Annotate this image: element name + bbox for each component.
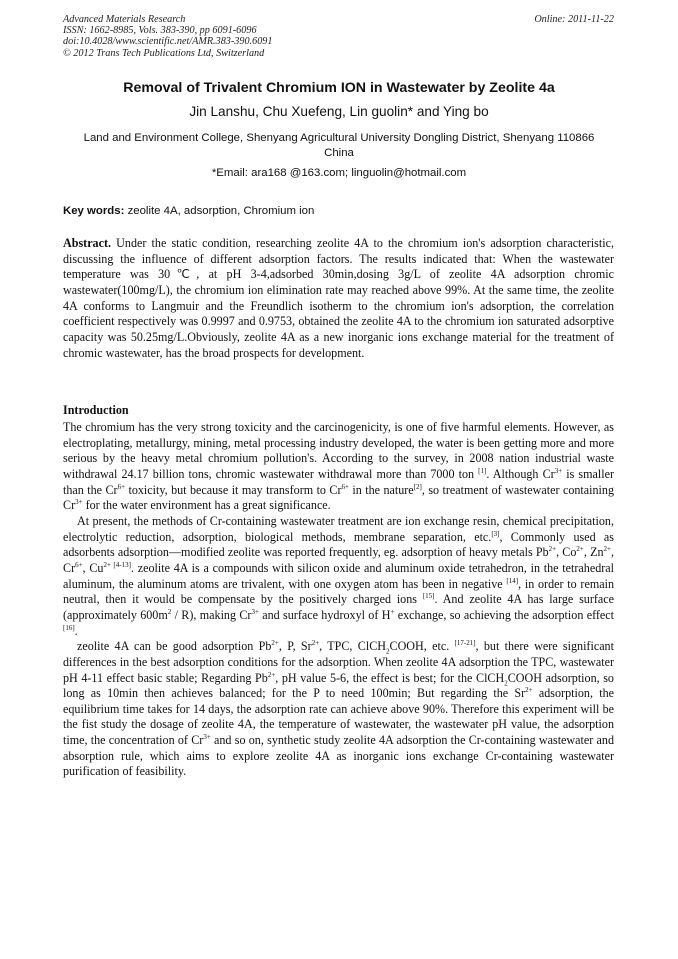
journal-issn: ISSN: 1662-8985, Vols. 383-390, pp 6091-6096 — [63, 25, 257, 37]
abstract-text: Under the static condition, researching zeolite 4A to the chromium ion's adsorption characteristic, discussing the influence of different adsorption factors. The results indicated that: When the wastewater temperature was 30℃, at pH 3-4,adsorbed 30min,dosing 3g/L of zeolite 4A adsorption chromic wastewater(100mg/L), the chromium ion elimination rate may reached above 99%. At the same time, the zeolite 4A conforms to Langmuir and the Freundlich isotherm to the chromium ion's adsorption, the correlation coefficient respectively was 0.9997 and 0.9753, obtained the zeolite 4A to the chromium ion saturated adsorptive capacity was 50.25mg/L.Obviously, zeolite 4A as a new inorganic ions exchange material for the treatment of chromic wastewater, has the broad prospects for development. — [63, 236, 614, 360]
paper-authors: Jin Lanshu, Chu Xuefeng, Lin guolin* and Ying bo — [189, 104, 489, 119]
journal-doi: doi:10.4028/www.scientific.net/AMR.383-390.6091 — [63, 36, 273, 48]
introduction-body — [63, 420, 614, 780]
paper-affiliation: Land and Environment College, Shenyang Agricultural University Dongling District, Shenyang 110866 China — [83, 132, 595, 159]
abstract-label: Abstract. — [63, 236, 112, 250]
keywords-label: Key words: — [63, 205, 125, 217]
paper-email: *Email: ara168 @163.com; linguolin@hotmail.com — [211, 167, 467, 179]
journal-name: Advanced Materials Research — [63, 14, 186, 25]
paper-title: Removal of Trivalent Chromium ION in Wastewater by Zeolite 4a — [123, 80, 555, 96]
journal-copyright: © 2012 Trans Tech Publications Ltd, Switzerland — [63, 47, 265, 59]
introduction-heading: Introduction — [63, 403, 129, 417]
intro-paragraph-2: At present, the methods of Cr-containing wastewater treatment are ion exchange resin, chemical precipitation, electrolytic reduction, adsorption, biological methods, membrane separation, etc.[3], Commonly used as adsorbents adsorption—modified zeolite was reported frequently, eg. adsorption of heavy metals $Pb^{2+}$, $Co^{2+}$, $Zn^{2+}$, $Cr^{6+}$, $Cu^{2+}$ [4-13]. zeolite 4A is a compounds with silicon oxide and aluminum oxide tetrahedron, in the tetrahedral aluminum, the aluminum atoms are trivalent, with one oxygen atom has been in negative [14], in order to remain neutral, then it would be compensate by the positively charged ions [15]. And zeolite 4A has large surface (approximately $600m^2 / R$), making $Cr^{3+}$ and surface hydroxyl of H+ exchange, so achieving the adsorption effect [16]. — [63, 513, 615, 638]
online-date: Online: 2011-11-22 — [534, 14, 614, 25]
intro-paragraph-1: The chromium has the very strong toxicity and the carcinogenicity, is one of five harmful elements. However, as electroplating, metallurgy, mining, metal processing industry developed, the water is been getting more and more serious by the heavy metal chromium pollution's. According to the survey, in 2008 nation industrial waste withdrawal 24.17 billion tons, chromic wastewater withdrawal more than 7000 ton [1]. Although $Cr^{3+}$ is smaller than the $Cr^{6+}$ toxicity, but because it may transform to $Cr^{6+}$ in the nature[2], so treatment of wastewater containing $Cr^{3+}$ for the water environment has a great significance. — [63, 420, 615, 513]
intro-paragraph-3: zeolite 4A can be good adsorption $Pb^{2+}$, P, $Sr^{2+}$, TPC, ClCH$_2$COOH, etc. [17-21], but there were significant differences in the best adsorption conditions for the adsorption. When zeolite 4A adsorption the TPC, wastewater pH 4-11 effect basic stable; Regarding $Pb^{2+}$, pH value 5-6, the effect is best; for the ClCH$_2$COOH adsorption, so long as 10min then achieves balanced; for the P to need 100min; But regarding the $Sr^{2+}$ adsorption, the equilibrium time takes for 14 days, the adsorption rate can achieve above 90%. Therefore this experiment will be the fist study the dosage of zeolite 4A, the temperature of wastewater, the wastewater pH value, the adsorption time, the concentration of $Cr^{3+}$ and so on, synthetic study zeolite 4A adsorption the Cr-containing wastewater and absorption rule, which aims to explore zeolite 4A as inorganic ions exchange Cr-containing wastewater purification of feasibility. — [63, 639, 614, 779]
keywords — [63, 205, 314, 217]
keywords-text: zeolite 4A, adsorption, Chromium ion — [124, 205, 315, 217]
journal-header — [63, 14, 272, 59]
abstract — [63, 236, 614, 361]
